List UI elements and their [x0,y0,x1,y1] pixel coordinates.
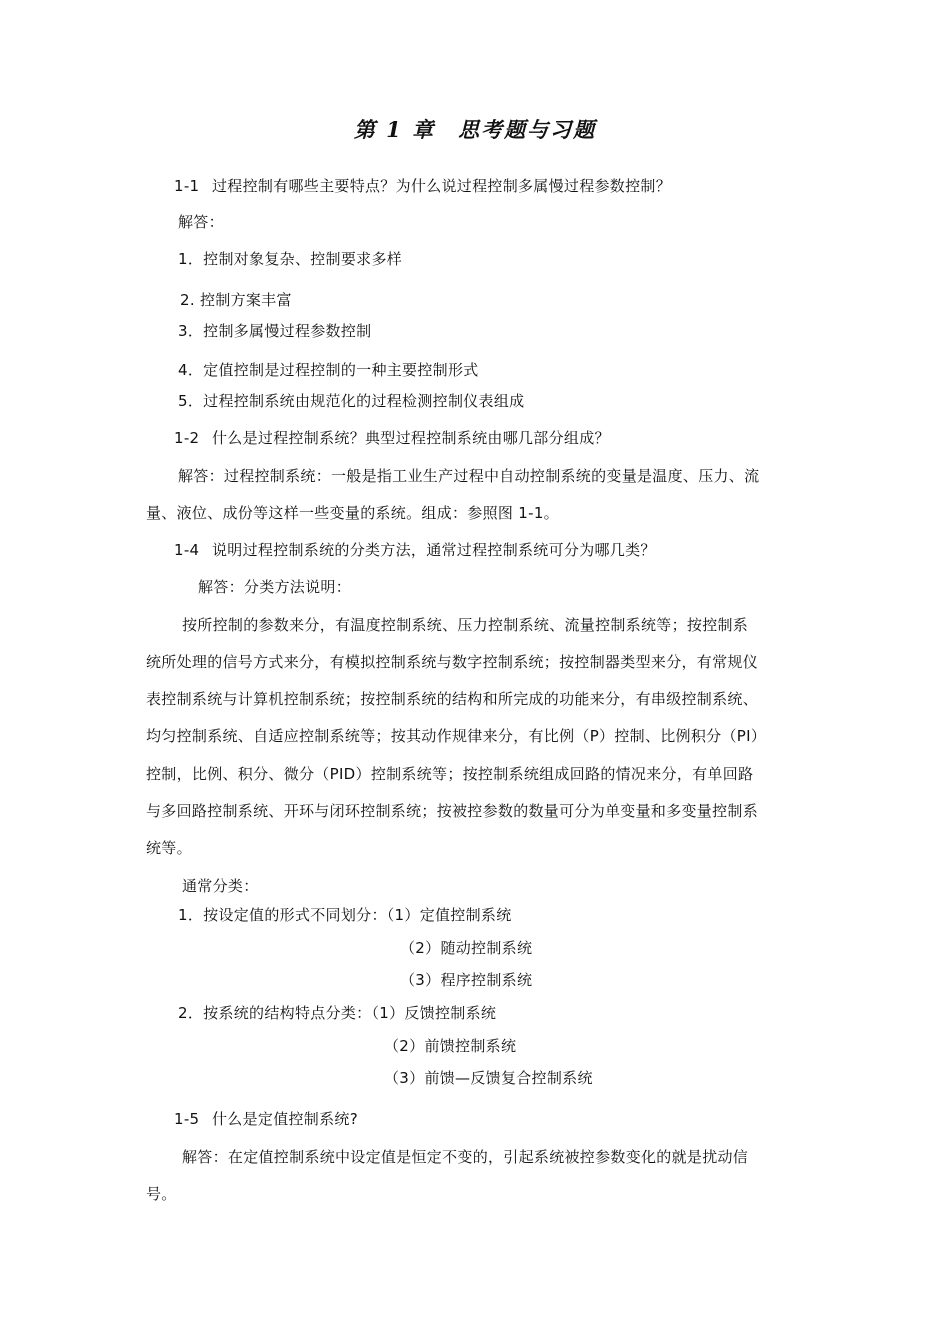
classification-2-sub: （2）前馈控制系统 [384,1037,517,1055]
question-number: 1-1 [174,177,200,195]
paragraph-line: 与多回路控制系统、开环与闭环控制系统；按被控参数的数量可分为单变量和多变量控制系 [146,802,759,820]
question-number: 1-4 [174,541,200,559]
question-number: 1-2 [174,429,200,447]
answer-label: 解答： [178,213,224,231]
chapter-title: 第 1 章 思考题与习题 [353,117,597,142]
classification-1: 1．按设定值的形式不同划分：（1）定值控制系统 [178,906,512,924]
answer-item: 1．控制对象复杂、控制要求多样 [178,250,403,268]
answer-line: 解答：在定值控制系统中设定值是恒定不变的，引起系统被控参数变化的就是扰动信 [182,1148,749,1166]
classification-1-sub: （3）程序控制系统 [400,971,533,989]
answer-line: 量、液位、成份等这样一些变量的系统。组成：参照图 1-1。 [146,504,559,522]
classification-2-sub: （3）前馈—反馈复合控制系统 [384,1069,593,1087]
answer-label: 解答：分类方法说明： [198,578,352,596]
paragraph-line: 统等。 [146,839,192,857]
answer-item: 3．控制多属慢过程参数控制 [178,322,372,340]
usual-classification-label: 通常分类： [182,877,259,895]
paragraph-line: 控制，比例、积分、微分（PID）控制系统等；按控制系统组成回路的情况来分，有单回路 [146,765,754,783]
paragraph-line: 统所处理的信号方式来分，有模拟控制系统与数字控制系统；按控制器类型来分，有常规仪 [146,653,759,671]
paragraph-line: 按所控制的参数来分，有温度控制系统、压力控制系统、流量控制系统等；按控制系 [182,616,749,634]
paragraph-line: 均匀控制系统、自适应控制系统等；按其动作规律来分，有比例（P）控制、比例积分（PI） [146,727,767,745]
question-text: 说明过程控制系统的分类方法，通常过程控制系统可分为哪几类？ [212,541,656,559]
classification-2: 2．按系统的结构特点分类：（1）反馈控制系统 [178,1004,497,1022]
answer-item: 2. 控制方案丰富 [180,291,292,309]
question-text: 什么是定值控制系统? [212,1110,358,1128]
question-text: 过程控制有哪些主要特点？为什么说过程控制多属慢过程参数控制？ [212,177,672,195]
classification-1-sub: （2）随动控制系统 [400,939,533,957]
question-1-4 [174,540,656,560]
answer-item: 4．定值控制是过程控制的一种主要控制形式 [178,361,479,379]
question-1-1 [174,176,671,196]
answer-line: 号。 [146,1185,177,1203]
question-number: 1-5 [174,1110,200,1128]
answer-item: 5．过程控制系统由规范化的过程检测控制仪表组成 [178,392,525,410]
question-1-5 [174,1109,358,1129]
question-text: 什么是过程控制系统？典型过程控制系统由哪几部分组成？ [212,429,610,447]
paragraph-line: 表控制系统与计算机控制系统；按控制系统的结构和所完成的功能来分，有串级控制系统、 [146,690,759,708]
answer-line: 解答：过程控制系统：一般是指工业生产过程中自动控制系统的变量是温度、压力、流 [178,467,760,485]
question-1-2 [174,428,610,448]
